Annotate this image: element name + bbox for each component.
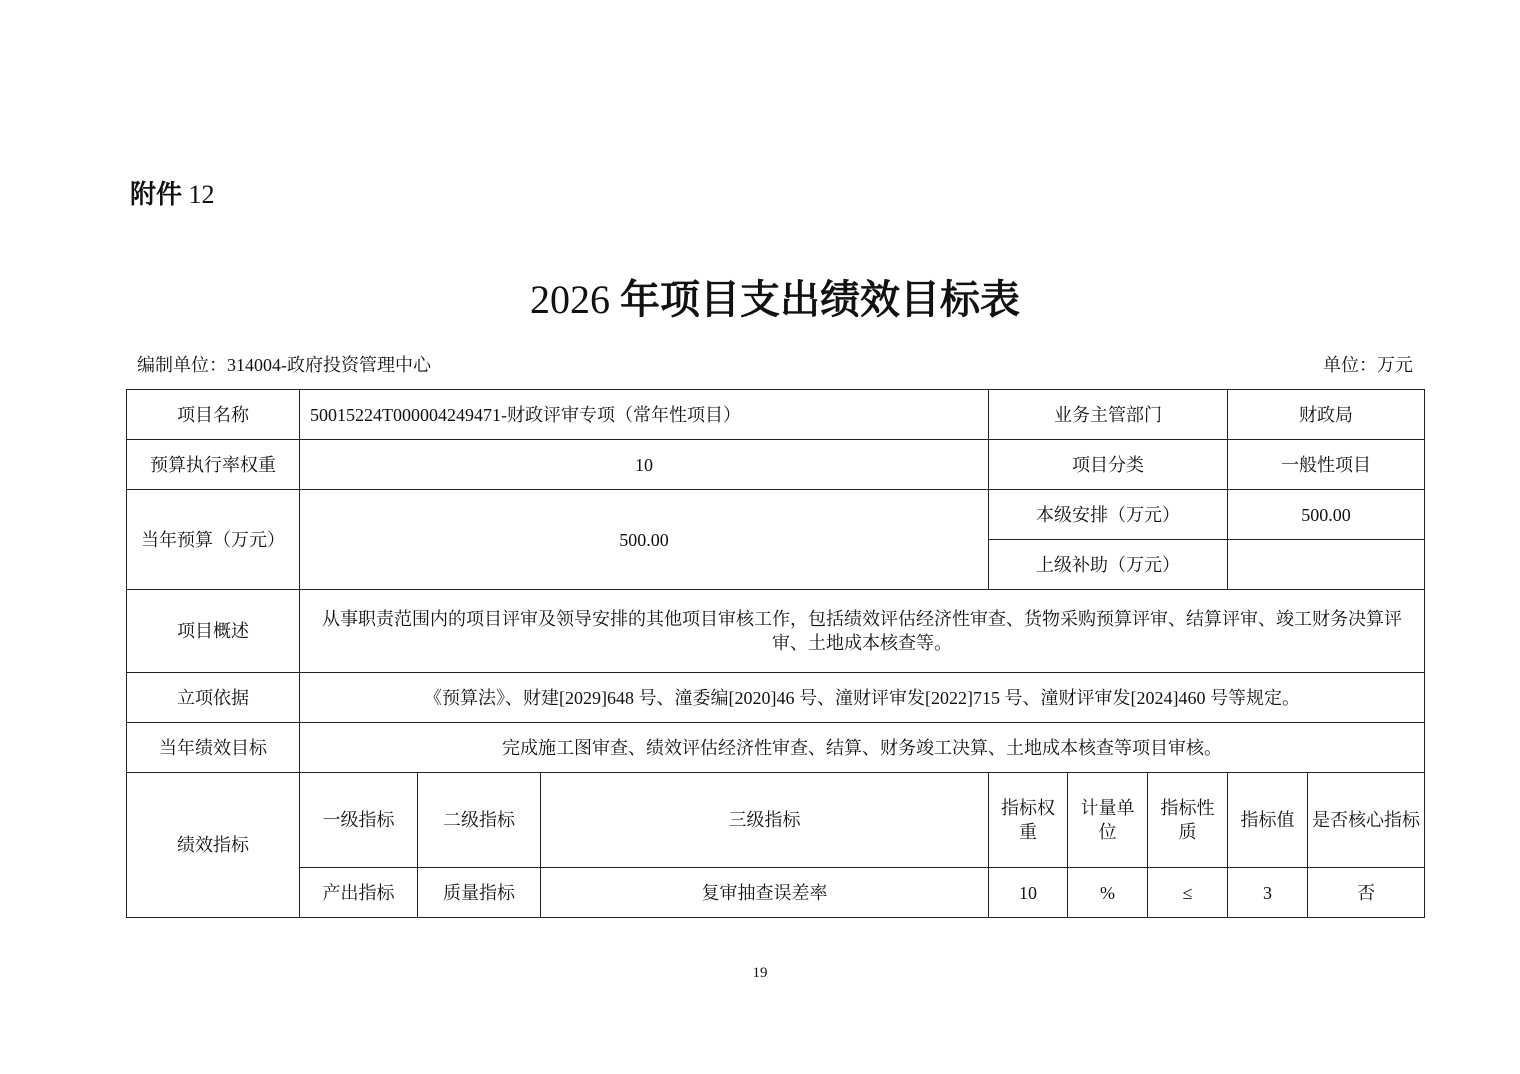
compiling-unit-value: 314004-政府投资管理中心 [227, 355, 431, 375]
compiling-unit-label: 编制单位： [137, 355, 227, 375]
title-year: 2026 [530, 277, 610, 322]
header-level1: 一级指标 [300, 773, 418, 868]
local-label: 本级安排（万元） [989, 490, 1228, 540]
header-nature: 指标性质 [1148, 773, 1228, 868]
header-core: 是否核心指标 [1308, 773, 1425, 868]
local-value: 500.00 [1228, 490, 1425, 540]
basis-label: 立项依据 [127, 673, 300, 723]
currency-unit-value: 万元 [1377, 355, 1413, 375]
page-number: 19 [752, 965, 768, 981]
header-unit: 计量单位 [1068, 773, 1148, 868]
subsidy-label: 上级补助（万元） [989, 540, 1228, 590]
basis-value: 《预算法》、财建[2029]648 号、潼委编[2020]46 号、潼财评审发[2022]715 号、潼财评审发[2024]460 号等规定。 [300, 673, 1425, 723]
table-row [127, 673, 1425, 723]
exec-weight-label: 预算执行率权重 [127, 440, 300, 490]
table-row [127, 723, 1425, 773]
header-level2: 二级指标 [418, 773, 541, 868]
row-core: 否 [1308, 868, 1425, 918]
table-row [127, 590, 1425, 673]
header-level3: 三级指标 [541, 773, 989, 868]
title-text: 年项目支出绩效目标表 [620, 277, 1020, 323]
exec-weight-value: 10 [300, 440, 989, 490]
overview-label: 项目概述 [127, 590, 300, 673]
category-label: 项目分类 [989, 440, 1228, 490]
subsidy-value [1228, 540, 1425, 590]
row-weight: 10 [989, 868, 1068, 918]
header-weight: 指标权重 [989, 773, 1068, 868]
row-nature: ≤ [1148, 868, 1228, 918]
attachment-text: 附件 [130, 180, 183, 210]
table-row [127, 390, 1425, 440]
dept-label: 业务主管部门 [989, 390, 1228, 440]
attachment-number: 12 [188, 180, 215, 209]
row-level2: 质量指标 [418, 868, 541, 918]
row-level3: 复审抽查误差率 [541, 868, 989, 918]
goal-label: 当年绩效目标 [127, 723, 300, 773]
dept-value: 财政局 [1228, 390, 1425, 440]
indicator-row [127, 868, 1425, 918]
page-title [0, 274, 1520, 326]
budget-label: 当年预算（万元） [127, 490, 300, 590]
currency-unit-label: 单位： [1323, 355, 1377, 375]
compiling-unit [137, 352, 431, 378]
row-unit: % [1068, 868, 1148, 918]
row-level1: 产出指标 [300, 868, 418, 918]
indicators-label: 绩效指标 [127, 773, 300, 918]
budget-value: 500.00 [300, 490, 989, 590]
table-row [127, 440, 1425, 490]
goal-value: 完成施工图审查、绩效评估经济性审查、结算、财务竣工决算、土地成本核查等项目审核。 [300, 723, 1425, 773]
row-value: 3 [1228, 868, 1308, 918]
indicator-header-row [127, 773, 1425, 868]
attachment-label [130, 178, 215, 212]
project-name-value: 50015224T000004249471-财政评审专项（常年性项目） [300, 390, 989, 440]
header-value: 指标值 [1228, 773, 1308, 868]
currency-unit [1323, 352, 1413, 378]
category-value: 一般性项目 [1228, 440, 1425, 490]
overview-value: 从事职责范围内的项目评审及领导安排的其他项目审核工作，包括绩效评估经济性审查、货物采购预算评审、结算评审、竣工财务决算评审、土地成本核查等。 [300, 590, 1425, 673]
table-row [127, 490, 1425, 540]
project-name-label: 项目名称 [127, 390, 300, 440]
performance-target-table [126, 389, 1425, 918]
